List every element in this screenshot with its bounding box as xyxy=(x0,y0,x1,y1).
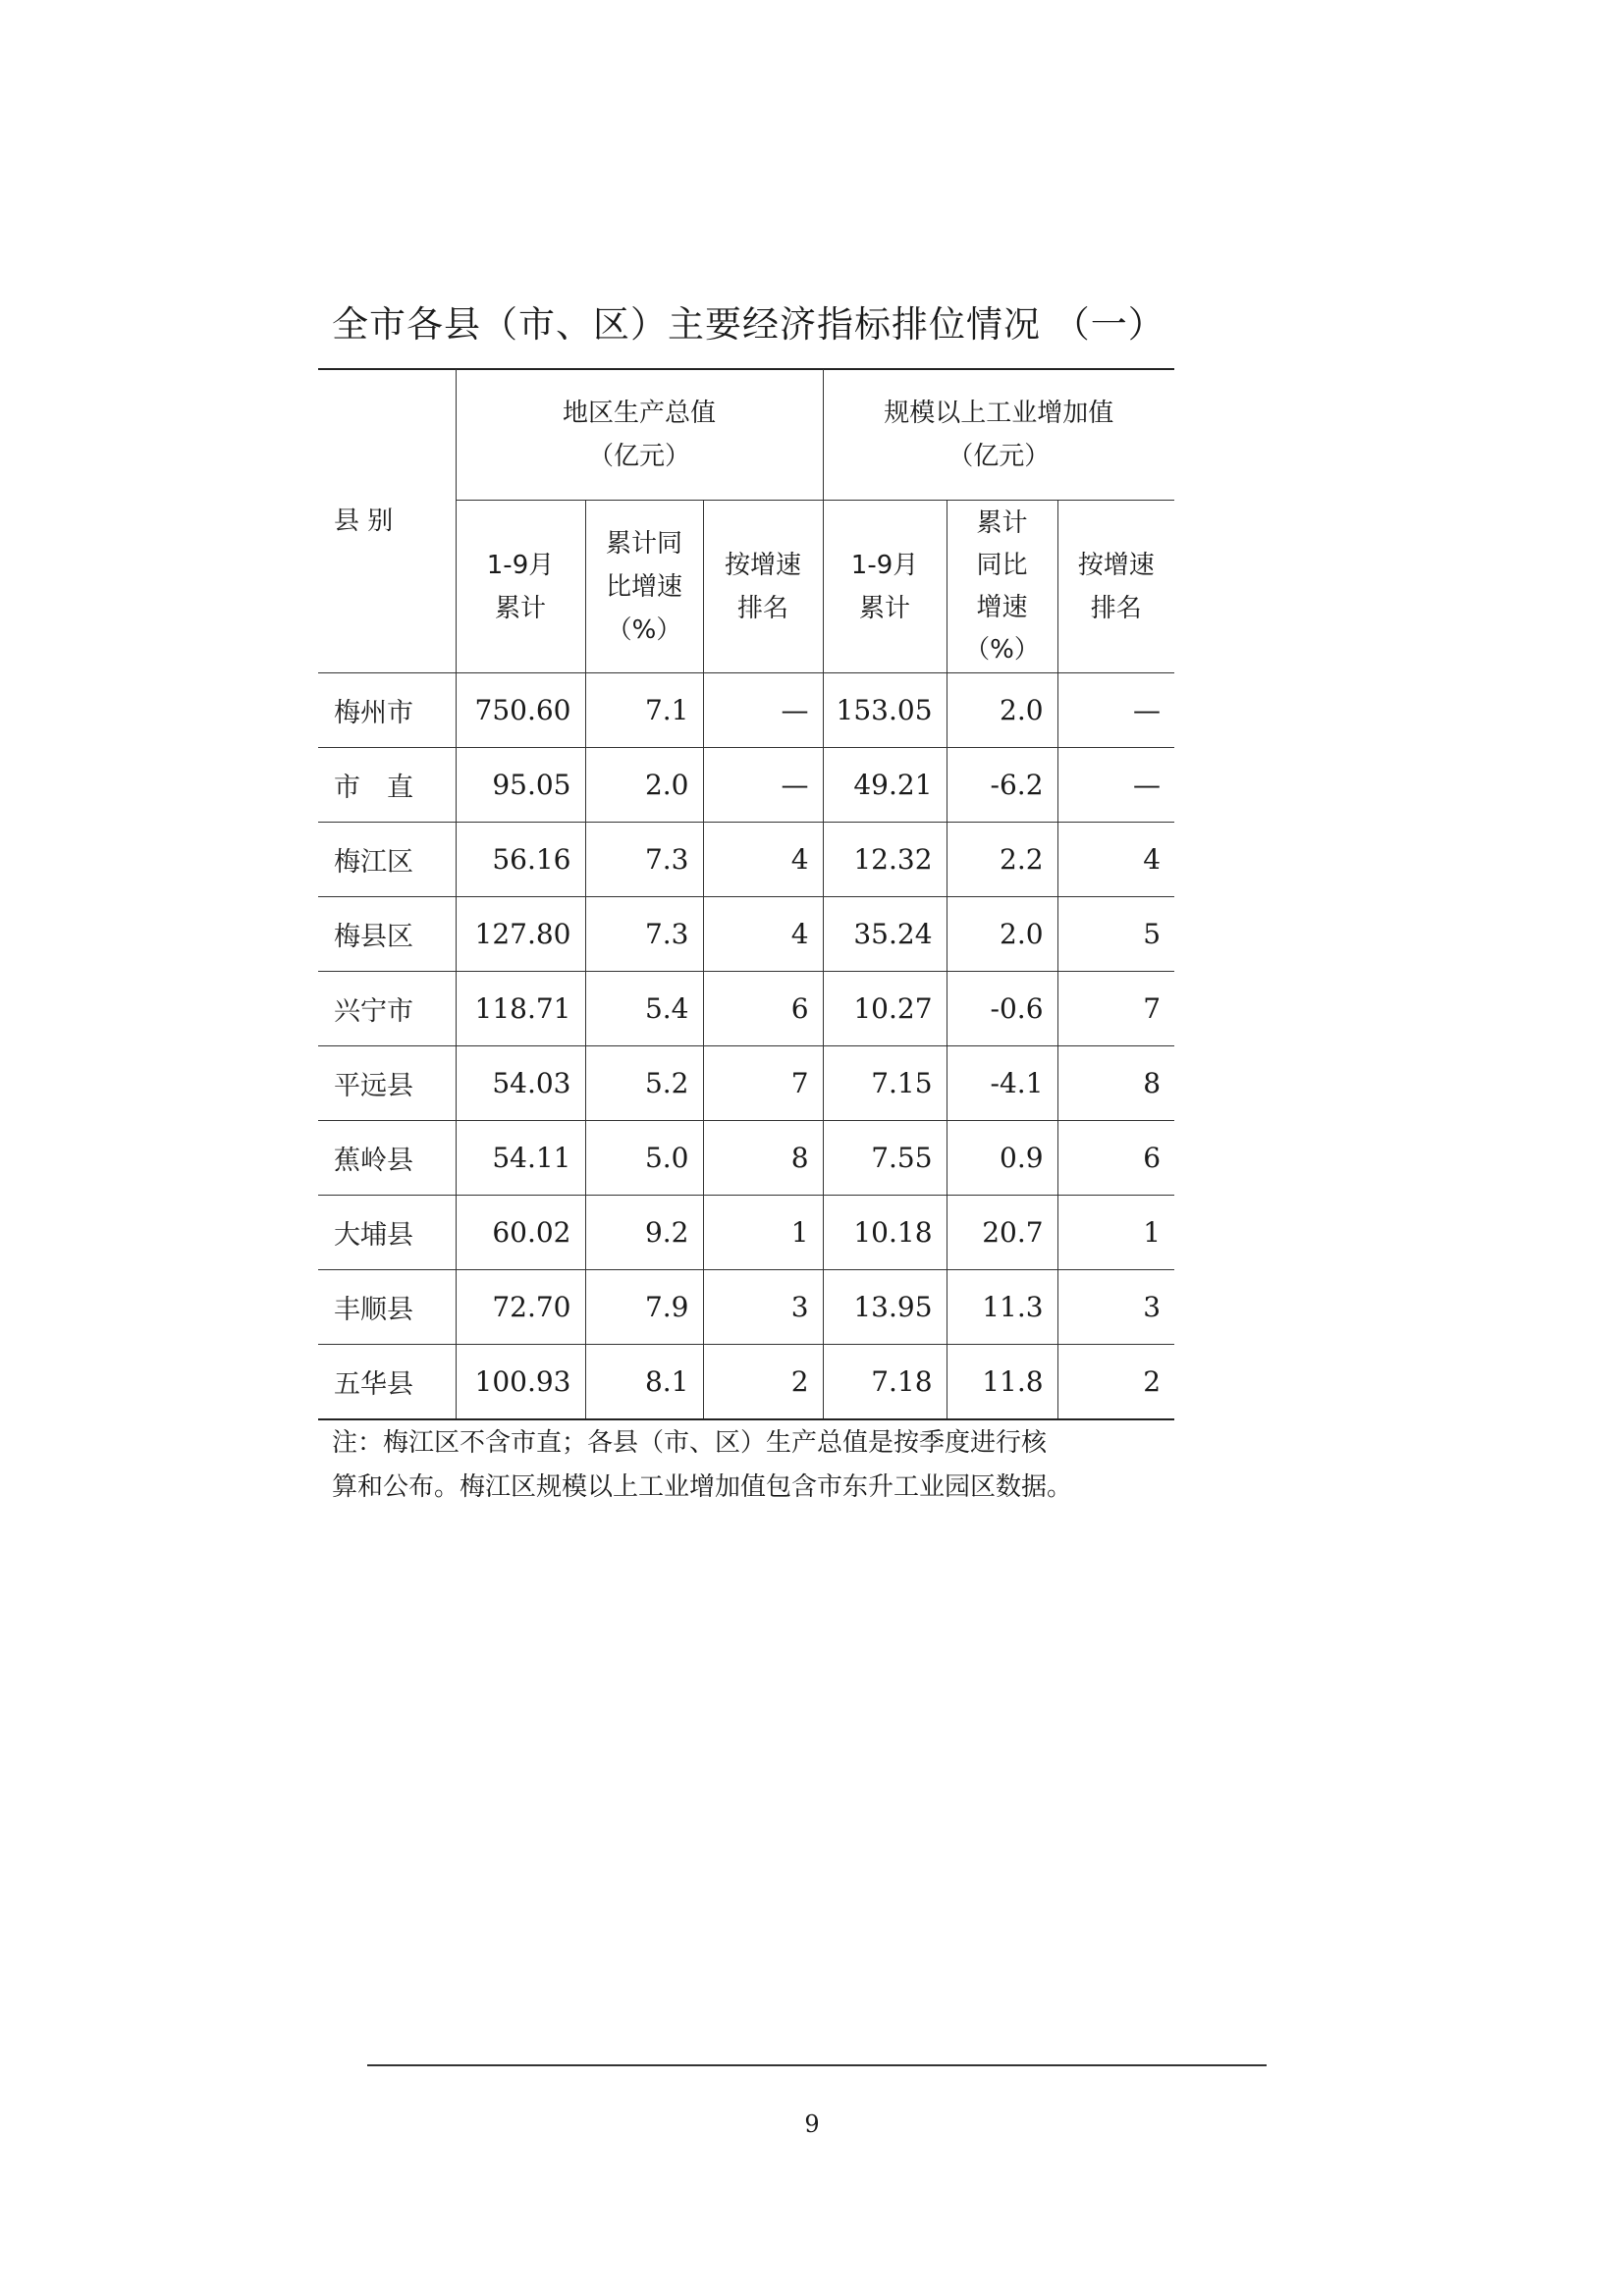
header-line: 累计 xyxy=(859,593,911,623)
gdp-growth: 7.9 xyxy=(585,1270,703,1345)
gdp-value: 56.16 xyxy=(456,823,585,897)
industry-group-unit: （亿元） xyxy=(947,441,1051,471)
industry-rank: — xyxy=(1057,673,1174,748)
gdp-group-unit: （亿元） xyxy=(588,441,691,471)
county-name: 梅州市 xyxy=(318,673,456,748)
gdp-rank: 2 xyxy=(703,1345,823,1420)
industry-growth: -4.1 xyxy=(947,1046,1057,1121)
header-line: 同比 xyxy=(976,550,1028,580)
gdp-group-header xyxy=(456,369,823,501)
gdp-value: 72.70 xyxy=(456,1270,585,1345)
gdp-value: 54.03 xyxy=(456,1046,585,1121)
industry-value: 153.05 xyxy=(823,673,947,748)
footer-rule xyxy=(367,2064,1267,2066)
gdp-value: 95.05 xyxy=(456,748,585,823)
county-name: 市 直 xyxy=(318,748,456,823)
header-line: 按增速 xyxy=(1077,550,1155,580)
header-line: 累计同 xyxy=(605,528,682,559)
county-name: 五华县 xyxy=(318,1345,456,1420)
industry-growth: -0.6 xyxy=(947,972,1057,1046)
gdp-rank: 8 xyxy=(703,1121,823,1196)
industry-growth: 0.9 xyxy=(947,1121,1057,1196)
industry-rank-header xyxy=(1057,501,1174,673)
industry-growth: 11.3 xyxy=(947,1270,1057,1345)
gdp-cumulative-header xyxy=(456,501,585,673)
industry-value: 13.95 xyxy=(823,1270,947,1345)
gdp-growth: 8.1 xyxy=(585,1345,703,1420)
industry-growth-header xyxy=(947,501,1057,673)
county-name: 平远县 xyxy=(318,1046,456,1121)
industry-value: 35.24 xyxy=(823,897,947,972)
industry-rank: 5 xyxy=(1057,897,1174,972)
industry-rank: 4 xyxy=(1057,823,1174,897)
table-row xyxy=(318,972,1174,1046)
industry-rank: 6 xyxy=(1057,1121,1174,1196)
gdp-rank: 6 xyxy=(703,972,823,1046)
industry-value: 10.27 xyxy=(823,972,947,1046)
page-number: 9 xyxy=(804,2110,820,2138)
gdp-rank: — xyxy=(703,748,823,823)
gdp-rank: 4 xyxy=(703,823,823,897)
industry-group-title: 规模以上工业增加值 xyxy=(884,398,1114,428)
industry-group-header xyxy=(823,369,1174,501)
gdp-growth: 7.1 xyxy=(585,673,703,748)
gdp-growth: 7.3 xyxy=(585,823,703,897)
table-row xyxy=(318,897,1174,972)
industry-rank: — xyxy=(1057,748,1174,823)
county-name: 兴宁市 xyxy=(318,972,456,1046)
footnote-line: 注：梅江区不含市直；各县（市、区）生产总值是按季度进行核 xyxy=(332,1428,1048,1458)
header-line: 1-9月 xyxy=(486,550,555,580)
table-row xyxy=(318,748,1174,823)
gdp-growth: 7.3 xyxy=(585,897,703,972)
gdp-rank: — xyxy=(703,673,823,748)
header-line: （%） xyxy=(606,614,682,645)
industry-value: 7.55 xyxy=(823,1121,947,1196)
industry-value: 49.21 xyxy=(823,748,947,823)
table-row xyxy=(318,1196,1174,1270)
gdp-value: 100.93 xyxy=(456,1345,585,1420)
industry-growth: 2.0 xyxy=(947,673,1057,748)
gdp-value: 118.71 xyxy=(456,972,585,1046)
industry-value: 12.32 xyxy=(823,823,947,897)
gdp-growth: 5.0 xyxy=(585,1121,703,1196)
gdp-growth: 5.2 xyxy=(585,1046,703,1121)
industry-growth: -6.2 xyxy=(947,748,1057,823)
industry-growth: 20.7 xyxy=(947,1196,1057,1270)
gdp-growth: 9.2 xyxy=(585,1196,703,1270)
table-row xyxy=(318,673,1174,748)
industry-rank: 3 xyxy=(1057,1270,1174,1345)
header-line: 累计 xyxy=(976,507,1028,538)
table-row xyxy=(318,1270,1174,1345)
footnote-line: 算和公布。梅江区规模以上工业增加值包含市东升工业园区数据。 xyxy=(332,1472,1073,1502)
industry-cumulative-header xyxy=(823,501,947,673)
county-name: 蕉岭县 xyxy=(318,1121,456,1196)
industry-growth: 11.8 xyxy=(947,1345,1057,1420)
county-column-header: 县 别 xyxy=(318,369,456,673)
header-line: 排名 xyxy=(1090,593,1142,623)
industry-growth: 2.0 xyxy=(947,897,1057,972)
header-line: 按增速 xyxy=(725,550,802,580)
industry-rank: 8 xyxy=(1057,1046,1174,1121)
gdp-rank: 7 xyxy=(703,1046,823,1121)
table-row xyxy=(318,1345,1174,1420)
gdp-value: 60.02 xyxy=(456,1196,585,1270)
county-name: 大埔县 xyxy=(318,1196,456,1270)
indicator-table xyxy=(318,369,1174,1420)
gdp-value: 127.80 xyxy=(456,897,585,972)
table-row xyxy=(318,1046,1174,1121)
gdp-value: 750.60 xyxy=(456,673,585,748)
header-line: 排名 xyxy=(737,593,789,623)
industry-growth: 2.2 xyxy=(947,823,1057,897)
gdp-growth: 5.4 xyxy=(585,972,703,1046)
gdp-rank: 3 xyxy=(703,1270,823,1345)
header-line: 比增速 xyxy=(605,571,682,602)
gdp-growth: 2.0 xyxy=(585,748,703,823)
industry-value: 7.18 xyxy=(823,1345,947,1420)
gdp-group-title: 地区生产总值 xyxy=(563,398,717,428)
table-row xyxy=(318,823,1174,897)
header-line: 1-9月 xyxy=(850,550,919,580)
industry-value: 7.15 xyxy=(823,1046,947,1121)
header-line: 增速 xyxy=(976,592,1028,622)
gdp-rank-header xyxy=(703,501,823,673)
gdp-value: 54.11 xyxy=(456,1121,585,1196)
footnote xyxy=(332,1421,1176,1510)
table-row xyxy=(318,1121,1174,1196)
industry-rank: 7 xyxy=(1057,972,1174,1046)
gdp-rank: 1 xyxy=(703,1196,823,1270)
county-name: 梅县区 xyxy=(318,897,456,972)
county-name: 梅江区 xyxy=(318,823,456,897)
page-title: 全市各县（市、区）主要经济指标排位情况 （一） xyxy=(332,303,1165,346)
gdp-growth-header xyxy=(585,501,703,673)
county-name: 丰顺县 xyxy=(318,1270,456,1345)
industry-value: 10.18 xyxy=(823,1196,947,1270)
header-line: （%） xyxy=(964,634,1040,665)
gdp-rank: 4 xyxy=(703,897,823,972)
industry-rank: 2 xyxy=(1057,1345,1174,1420)
header-line: 累计 xyxy=(494,593,546,623)
industry-rank: 1 xyxy=(1057,1196,1174,1270)
